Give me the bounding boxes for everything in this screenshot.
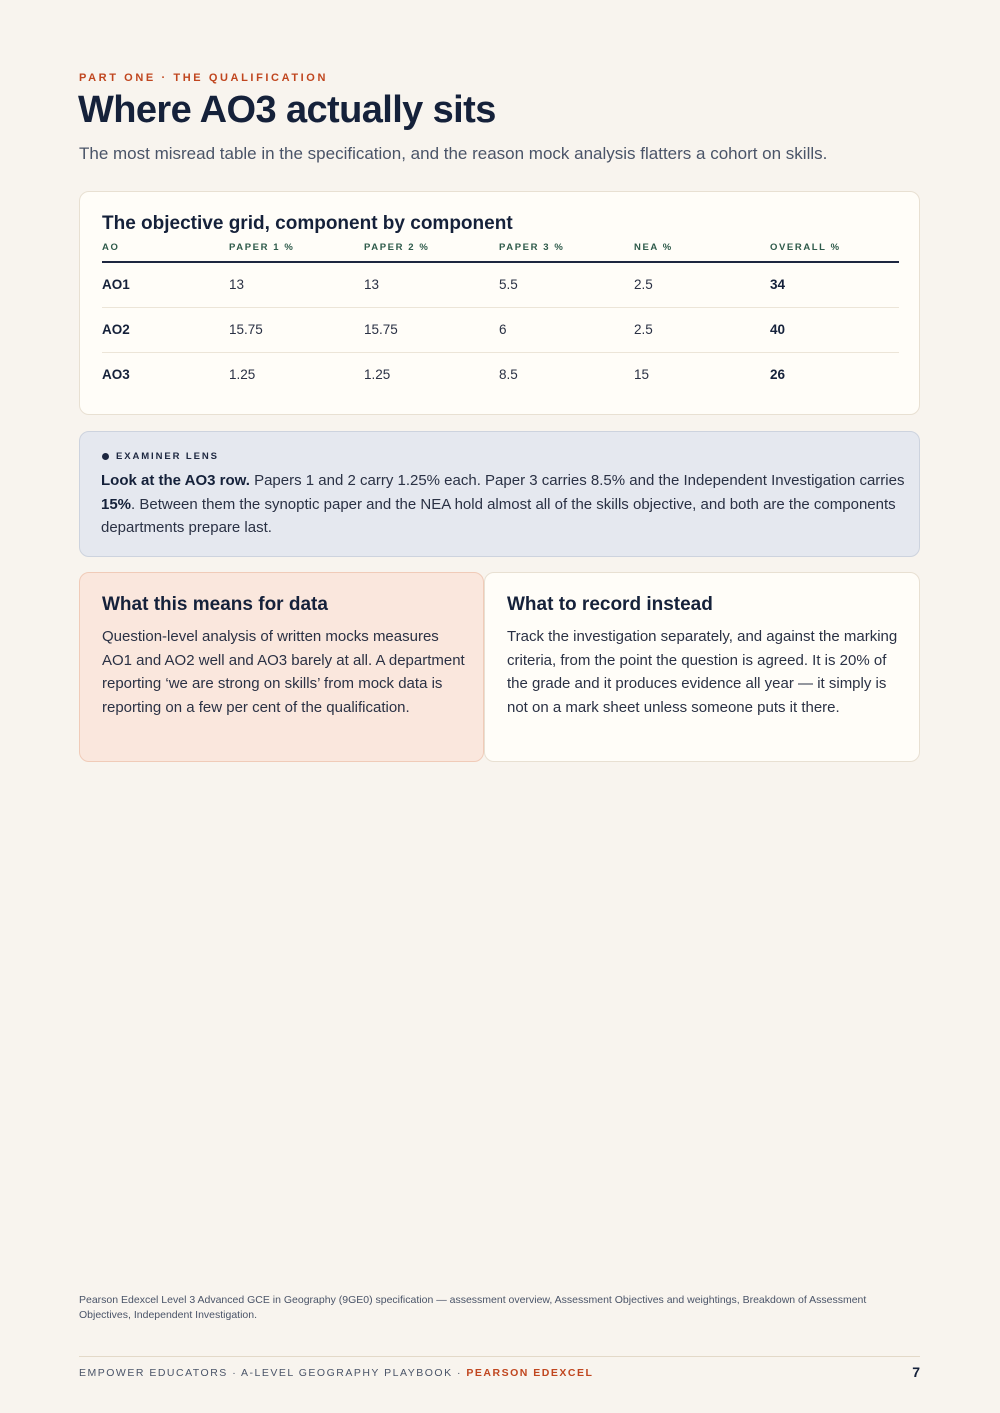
examiner-lens-label-text: EXAMINER LENS [116,451,219,462]
footer-credit [79,1367,593,1379]
row-ao-label: AO2 [102,307,229,352]
page-number: 7 [912,1364,920,1380]
paper2-value: 13 [364,262,499,307]
column-header-paper2: PAPER 2 % [364,240,499,262]
nea-value: 2.5 [634,262,770,307]
paper2-value: 15.75 [364,307,499,352]
examiner-lens-callout [79,431,920,557]
objective-grid-card [79,191,920,415]
overall-value: 34 [770,262,899,307]
paper1-value: 13 [229,262,364,307]
column-header-overall: OVERALL % [770,240,899,262]
nea-value: 15 [634,367,650,383]
table-row [102,262,899,307]
paper3-value: 5.5 [499,262,634,307]
examiner-lens-text [101,469,906,540]
grid-title: The objective grid, component by component [102,213,513,234]
footer-brand: PEARSON EDEXCEL [466,1367,594,1379]
lens-highlight: 15% [101,495,132,513]
paper2-value: 1.25 [364,367,391,383]
objective-table [102,240,899,397]
section-eyebrow: PART ONE · THE QUALIFICATION [79,72,328,84]
data-meaning-card [79,572,484,762]
footer-series: EMPOWER EDUCATORS · A-LEVEL GEOGRAPHY PLAYBOOK · [79,1367,467,1379]
paper3-value: 8.5 [499,367,518,383]
row-ao-label: AO3 [102,367,130,383]
bullet-dot-icon [102,453,109,460]
table-header-row [102,240,899,262]
nea-value: 2.5 [634,307,770,352]
examiner-lens-label [102,451,219,462]
table-row [102,352,899,397]
data-meaning-title: What this means for data [102,594,328,615]
row-ao-label: AO1 [102,262,229,307]
paper3-value: 6 [499,307,634,352]
record-instead-body: Track the investigation separately, and against the marking criteria, from the point the question is agreed. It is 20% of the grade and it produces evidence all year — it simply is not on a mark sheet unless someone puts it there. [507,628,898,716]
column-header-ao: AO [102,240,229,262]
table-row [102,307,899,352]
page-subtitle: The most misread table in the specification, and the reason mock analysis flatters a cohort on skills. [79,144,828,163]
overall-value: 26 [770,367,786,383]
paper1-value: 15.75 [229,307,364,352]
record-instead-title: What to record instead [507,594,713,615]
source-note: Pearson Edexcel Level 3 Advanced GCE in Geography (9GE0) specification — assessment overview, Assessment Objectives and weightings, Breakdown of Assessment Objectives, Independent Investigation. [79,1294,867,1321]
column-header-nea: NEA % [634,240,770,262]
lens-lead: Look at the AO3 row. [101,472,250,489]
lens-text-a: Papers 1 and 2 carry 1.25% each. Paper 3 carries 8.5% and the Independent Investigation carries [249,472,905,489]
column-header-paper3: PAPER 3 % [499,240,634,262]
page-title: Where AO3 actually sits [78,89,496,131]
column-header-paper1: PAPER 1 % [229,240,364,262]
overall-value: 40 [770,307,899,352]
data-meaning-body: Question-level analysis of written mocks measures AO1 and AO2 well and AO3 barely at all. A department reporting ‘we are strong on skills’ from mock data is reporting on a few per cent of the qualification. [102,628,465,716]
paper1-value: 1.25 [229,367,256,383]
record-instead-card [484,572,920,762]
footer-divider [79,1356,920,1357]
lens-text-b: . Between them the synoptic paper and the NEA hold almost all of the skills objective, and both are the components departments prepare last. [101,495,896,536]
